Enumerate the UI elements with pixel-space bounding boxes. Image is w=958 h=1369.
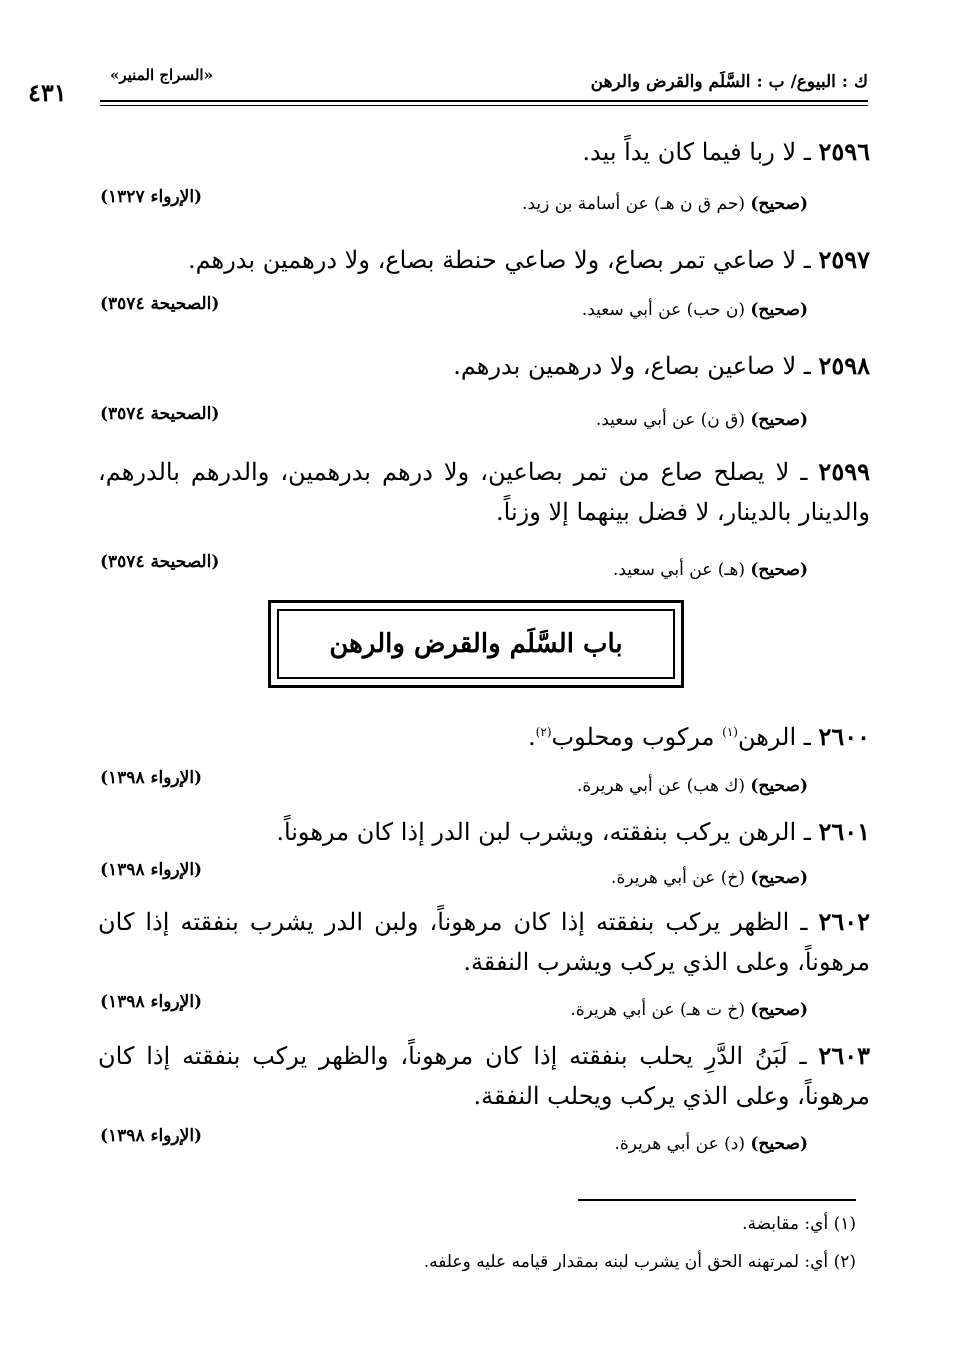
- grade: (صحيح): [750, 1134, 808, 1154]
- sources: (هـ) عن أبي سعيد.: [612, 560, 745, 580]
- page-header: [28, 66, 868, 107]
- hadith-source: [570, 1000, 808, 1020]
- hadith-reference: (الصحيحة ٣٥٧٤): [100, 294, 220, 314]
- hadith-number: ٢٥٩٦: [818, 137, 870, 166]
- hadith-text: .: [528, 723, 536, 751]
- footnote-number: (٢): [833, 1252, 856, 1272]
- hadith-2596: [98, 132, 870, 172]
- hadith-text: مركوب ومحلوب: [551, 723, 723, 751]
- sources: (ق ن) عن أبي سعيد.: [595, 410, 745, 430]
- footnote-text: أي: لمرتهنه الحق أن يشرب لبنه بمقدار قيامه عليه وعلفه.: [423, 1252, 829, 1272]
- hadith-number: ٢٦٠٢: [818, 907, 870, 936]
- hadith-number: ٢٦٠١: [818, 817, 870, 846]
- chapter-title-frame: [277, 609, 675, 679]
- hadith-text: ـ لا يصلح صاع من تمر بصاعين، ولا درهم بدرهمين، والدرهم بالدرهم، والدينار بالدينار، لا فضل بينهما إلا وزناً.: [98, 458, 870, 526]
- grade: (صحيح): [750, 560, 808, 580]
- footnote-number: (١): [833, 1214, 856, 1234]
- hadith-text: ـ الظهر يركب بنفقته إذا كان مرهوناً، ولبن الدر يشرب بنفقته إذا كان مرهوناً، وعلى الذي يركب ويشرب النفقة.: [98, 908, 870, 976]
- hadith-2598: [98, 346, 870, 386]
- sources: (حم ق ن هـ) عن أسامة بن زيد.: [522, 194, 745, 214]
- hadith-number: ٢٥٩٨: [818, 351, 870, 380]
- footnote-text: أي: مقابضة.: [742, 1214, 829, 1234]
- hadith-source: [613, 560, 808, 580]
- footnote-1: [742, 1214, 856, 1234]
- hadith-reference: (الصحيحة ٣٥٧٤): [100, 552, 220, 572]
- hadith-source: [522, 194, 808, 214]
- hadith-reference: (الصحيحة ٣٥٧٤): [100, 404, 220, 424]
- footnote-2: [424, 1252, 856, 1272]
- hadith-reference: (الإرواء ١٣٩٨): [100, 768, 203, 788]
- hadith-text: ـ لا ربا فيما كان يداً بيد.: [582, 138, 811, 166]
- hadith-2601: [98, 812, 870, 852]
- hadith-source: [582, 300, 808, 320]
- page-number: ٤٣١: [28, 78, 67, 107]
- hadith-reference: (الإرواء ١٣٩٨): [100, 860, 203, 880]
- chapter-title: باب السَّلَم والقرض والرهن: [329, 629, 623, 659]
- hadith-2597: [98, 240, 870, 280]
- hadith-2603: [98, 1036, 870, 1116]
- book-title: «السراج المنير»: [110, 66, 213, 84]
- hadith-text: ـ الرهن: [737, 723, 811, 751]
- footnote-separator: [578, 1199, 856, 1201]
- hadith-text: ـ الرهن يركب بنفقته، ويشرب لبن الدر إذا كان مرهوناً.: [276, 818, 811, 846]
- sources: (د) عن أبي هريرة.: [614, 1134, 745, 1154]
- grade: (صحيح): [750, 410, 808, 430]
- grade: (صحيح): [750, 868, 808, 888]
- hadith-reference: (الإرواء ١٣٩٨): [100, 992, 203, 1012]
- sources: (خ) عن أبي هريرة.: [611, 868, 745, 888]
- grade: (صحيح): [750, 1000, 808, 1020]
- hadith-number: ٢٦٠٠: [818, 722, 870, 751]
- hadith-source: [577, 776, 808, 796]
- hadith-reference: (الإرواء ١٣٩٨): [100, 1126, 203, 1146]
- chapter-heading: ك : البيوع/ ب : السَّلَم والقرض والرهن: [590, 72, 868, 92]
- hadith-number: ٢٦٠٣: [818, 1041, 870, 1070]
- hadith-number: ٢٥٩٩: [818, 457, 870, 486]
- grade: (صحيح): [750, 776, 808, 796]
- hadith-text: ـ لا صاعين بصاع، ولا درهمين بدرهم.: [453, 352, 811, 380]
- hadith-2602: [98, 902, 870, 982]
- sources: (خ ت هـ) عن أبي هريرة.: [570, 1000, 745, 1020]
- hadith-2599: [98, 452, 870, 532]
- hadith-2600: [98, 712, 870, 757]
- footnote-marker[interactable]: (١): [722, 725, 738, 739]
- chapter-title-box: [268, 600, 684, 688]
- hadith-source: [611, 868, 808, 888]
- header-rule: [100, 100, 868, 102]
- sources: (ك هب) عن أبي هريرة.: [576, 776, 745, 796]
- sources: (ن حب) عن أبي سعيد.: [581, 300, 745, 320]
- hadith-text: ـ لا صاعي تمر بصاع، ولا صاعي حنطة بصاع، ولا درهمين بدرهم.: [187, 246, 811, 274]
- header-rule-thin: [100, 105, 868, 106]
- hadith-reference: (الإرواء ١٣٢٧): [100, 187, 203, 207]
- hadith-text: ـ لَبَنُ الدَّرِ يحلب بنفقته إذا كان مرهوناً، والظهر يركب بنفقته إذا كان مرهوناً، وعلى الذي يركب ويحلب النفقة.: [98, 1042, 870, 1110]
- hadith-source: [614, 1134, 808, 1154]
- hadith-source: [596, 410, 808, 430]
- grade: (صحيح): [750, 300, 808, 320]
- hadith-number: ٢٥٩٧: [818, 245, 870, 274]
- grade: (صحيح): [750, 194, 808, 214]
- footnote-marker[interactable]: (٢): [535, 725, 552, 739]
